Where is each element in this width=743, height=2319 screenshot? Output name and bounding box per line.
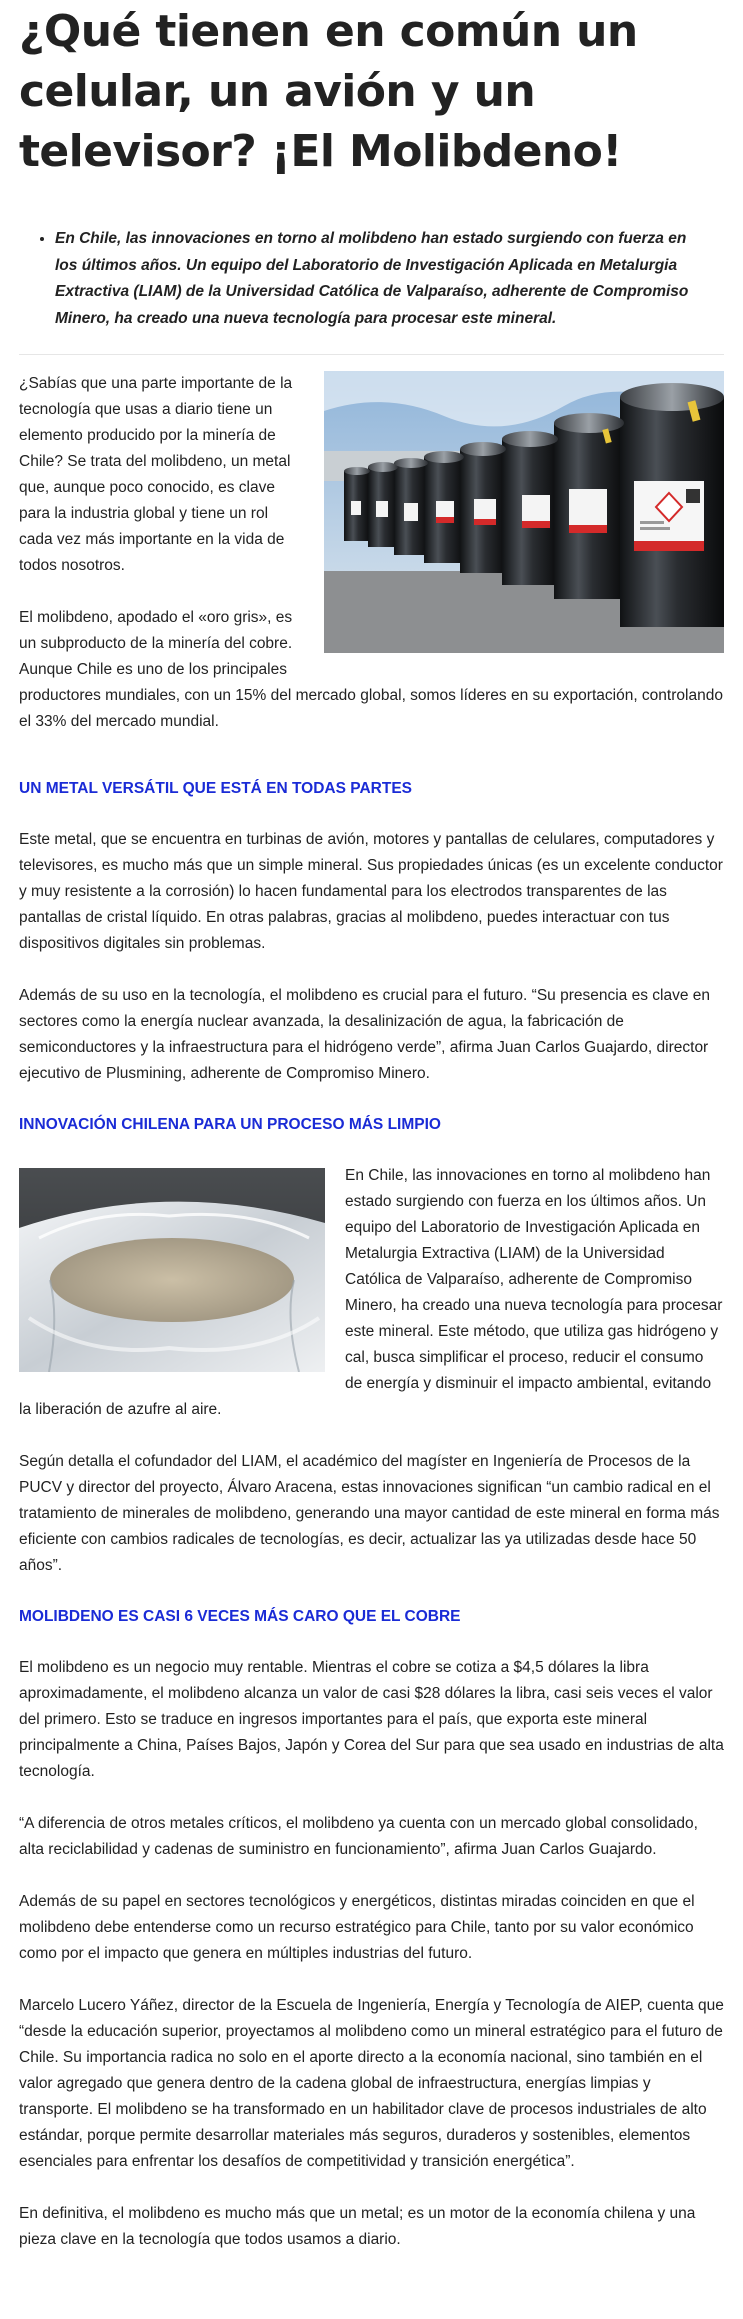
molybdenum-powder-photo [19,1168,325,1372]
paragraph-aracena: Según detalla el cofundador del LIAM, el académico del magíster en Ingeniería de Procesos de la PUCV y director del proyecto, Álvaro Aracena, estas innovaciones significan “un cambio radical en el tratamiento de minerales de molibdeno, generando una mayor cantidad de este mineral en forma más eficiente con cambios radicales de tecnologías, es decir, actualizar las ya utilizadas desde hace 50 años”. [19,1453,720,1574]
article [0,2,743,2319]
article-title: ¿Qué tienen en común un celular, un avión y un televisor? ¡El Molibdeno! [19,6,638,177]
lead-list [19,226,724,332]
paragraph-conclusion: En definitiva, el molibdeno es mucho más que un metal; es un motor de la economía chilena y una pieza clave en la tecnología que todos usamos a diario. [19,2205,696,2248]
paragraph-estrategico: Además de su papel en sectores tecnológicos y energéticos, distintas miradas coinciden en que el molibdeno debe entenderse como un recurso estratégico para Chile, tanto por su valor económico como por el impacto que genera en múltiples industrias del futuro. [19,1893,695,1962]
separator [19,354,724,355]
paragraph-futuro: Además de su uso en la tecnología, el molibdeno es crucial para el futuro. “Su presencia es clave en sectores como la energía nuclear avanzada, la desalinización de agua, la fabricación de semiconductores y la infraestructura para el hidrógeno verde”, afirma Juan Carlos Guajardo, director ejecutivo de Plusmining, adherente de Compromiso Minero. [19,987,711,1082]
section-heading-innovacion: INNOVACIÓN CHILENA PARA UN PROCESO MÁS LIMPIO [19,1116,441,1133]
paragraph-intro: ¿Sabías que una parte importante de la tecnología que usas a diario tiene un elemento producido por la minería de Chile? Se trata del molibdeno, un metal que, aunque poco conocido, es clave para la industria global y tiene un rol cada vez más importante en la vida de todos nosotros. [19,375,293,574]
paragraph-negocio: El molibdeno es un negocio muy rentable. Mientras el cobre se cotiza a $4,5 dólares la libra aproximadamente, el molibdeno alcanza un valor de casi $28 dólares la libra, casi seis veces el valor del primero. Esto se traduce en ingresos importantes para el país, que exporta este mineral principalmente a China, Países Bajos, Japón y Corea del Sur para que sea usado en industrias de alta tecnología. [19,1659,724,1780]
paragraph-lucero-quote: Marcelo Lucero Yáñez, director de la Escuela de Ingeniería, Energía y Tecnología de AIEP, cuenta que “desde la educación superior, proyectamos al molibdeno como un mineral estratégico para el futuro de Chile. Su importancia radica no solo en el aporte directo a la economía nacional, sino también en el valor agregado que genera dentro de la cadena global de infraestructura, energías limpias y transporte. El molibdeno se ha transformado en un habilitador clave de procesos industriales de alto estándar, porque permite desarrollar materiales más seguros, duraderos y sostenibles, elementos esenciales para enfrentar los desafíos de competitividad y transición energética”. [19,1997,724,2170]
paragraph-innovacion: En Chile, las innovaciones en torno al molibdeno han estado surgiendo con fuerza en los últimos años. Un equipo del Laboratorio de Investigación Aplicada en Metalurgia Extractiva (LIAM) de la Universidad Católica de Valparaíso, adherente de Compromiso Minero, ha creado una nueva tecnología para procesar este mineral. Este método, que utiliza gas hidrógeno y cal, busca simplificar el proceso, reducir el consumo de energía y disminuir el impacto ambiental, evitando la liberación de azufre al aire. [19,1167,723,1418]
paragraph-oro-gris: El molibdeno, apodado el «oro gris», es un subproducto de la minería del cobre. Aunque Chile es uno de los principales productores mundiales, con un 15% del mercado global, somos líderes en su exportación, controlando el 33% del mercado mundial. [19,609,723,730]
lead-paragraph: • En Chile, las innovaciones en torno al molibdeno han estado surgiendo con fuerza en los últimos años. Un equipo del Laboratorio de Investigación Aplicada en Metalurgia Extractiva (LIAM) de la Universidad Católica de Valparaíso, adherente de Compromiso Minero, ha creado una nueva tecnología para procesar este mineral. [55,226,708,332]
paragraph-guajardo-quote: “A diferencia de otros metales críticos, el molibdeno ya cuenta con un mercado global consolidado, alta reciclabilidad y cadenas de suministro en funcionamiento”, afirma Juan Carlos Guajardo. [19,1815,698,1858]
molybdenum-barrels-photo [324,371,724,653]
section-heading-versatil: UN METAL VERSÁTIL QUE ESTÁ EN TODAS PARTES [19,780,412,797]
section-heading-precio: MOLIBDENO ES CASI 6 VECES MÁS CARO QUE EL COBRE [19,1608,461,1625]
paragraph-usos: Este metal, que se encuentra en turbinas de avión, motores y pantallas de celulares, computadores y televisores, es mucho más que un simple mineral. Sus propiedades únicas (es un excelente conductor y muy resistente a la corrosión) lo hacen fundamental para los electrodos transparentes de las pantallas de cristal líquido. En otras palabras, gracias al molibdeno, puedes interactuar con tus dispositivos digitales sin problemas. [19,831,723,952]
